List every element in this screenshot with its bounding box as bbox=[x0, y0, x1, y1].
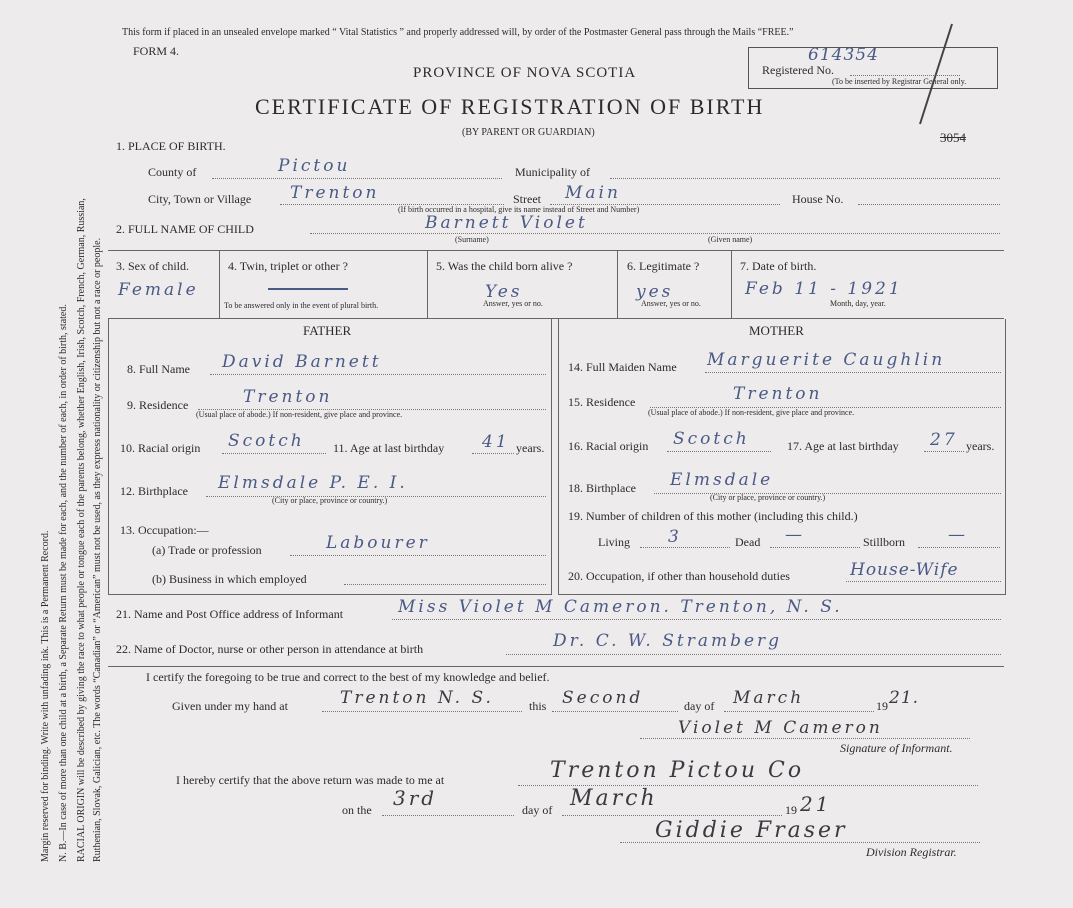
date-of-birth-label: 7. Date of birth. bbox=[740, 259, 817, 273]
county-line bbox=[212, 178, 502, 179]
mother-name-line bbox=[705, 372, 1001, 373]
given-name-note: (Given name) bbox=[708, 235, 753, 244]
house-number-label: House No. bbox=[792, 192, 844, 206]
twin-label: 4. Twin, triplet or other ? bbox=[228, 259, 348, 273]
mother-age-label: 17. Age at last birthday bbox=[787, 439, 899, 453]
father-occupation-label: 13. Occupation:— bbox=[120, 523, 209, 537]
margin-racial-text: RACIAL ORIGIN will be described by giving the race to what people or tongue each of the parents belong, whether English, Irish, Scotch, French, German, Russian, bbox=[76, 198, 87, 862]
father-birthplace-label: 12. Birthplace bbox=[120, 484, 188, 498]
mother-racial-line bbox=[667, 451, 771, 452]
reg-year-value: 21 bbox=[800, 792, 832, 816]
row-divider-1 bbox=[219, 250, 220, 318]
informant-signature-line bbox=[640, 738, 970, 739]
given-month-line bbox=[724, 711, 874, 712]
father-age-label: 11. Age at last birthday bbox=[333, 441, 445, 455]
alive-note: Answer, yes or no. bbox=[483, 299, 543, 308]
given-day-line bbox=[552, 711, 678, 712]
province-heading: PROVINCE OF NOVA SCOTIA bbox=[413, 65, 637, 81]
dead-label: Dead bbox=[735, 535, 761, 549]
father-birthplace-note: (City or place, province or country.) bbox=[272, 496, 388, 505]
legitimate-label: 6. Legitimate ? bbox=[627, 259, 700, 273]
child-name-value: Barnett Violet bbox=[425, 213, 588, 233]
street-label: Street bbox=[513, 192, 541, 206]
reg-year-prefix: 19 bbox=[785, 803, 797, 817]
mother-birthplace-label: 18. Birthplace bbox=[568, 481, 636, 495]
city-label: City, Town or Village bbox=[148, 192, 252, 206]
given-year-value: 21. bbox=[889, 688, 920, 708]
father-age-value: 41 bbox=[482, 432, 510, 452]
father-age-line bbox=[472, 453, 514, 454]
father-residence-label: 9. Residence bbox=[127, 398, 189, 412]
county-value: Pictou bbox=[278, 156, 351, 176]
hospital-note: (If birth occurred in a hospital, give its name instead of Street and Number) bbox=[398, 205, 640, 214]
margin-nb-text: N. B.—In case of more than one child at a birth, a Separate Return must be made for each, and the number of each, in order of birth, stated. bbox=[58, 304, 69, 862]
row-divider-3 bbox=[617, 250, 618, 318]
mother-racial-label: 16. Racial origin bbox=[568, 439, 649, 453]
certificate-subtitle: (BY PARENT OR GUARDIAN) bbox=[462, 127, 595, 138]
mother-birthplace-note: (City or place, province or country.) bbox=[710, 493, 826, 502]
alive-label: 5. Was the child born alive ? bbox=[436, 259, 573, 273]
registrar-signature-line bbox=[620, 842, 980, 843]
stillborn-line bbox=[918, 547, 1000, 548]
house-number-line bbox=[858, 204, 1000, 205]
on-the-label: on the bbox=[342, 803, 372, 817]
mother-birthplace-line bbox=[654, 493, 1001, 494]
alive-value: Yes bbox=[485, 282, 523, 302]
registrar-signature: Giddie Fraser bbox=[655, 818, 848, 843]
doctor-line bbox=[506, 654, 1001, 655]
mother-occupation-value: House-Wife bbox=[850, 560, 959, 580]
mother-heading: MOTHER bbox=[749, 323, 804, 338]
dead-value: — bbox=[785, 525, 805, 545]
father-residence-value: Trenton bbox=[243, 387, 333, 407]
father-birthplace-value: Elmsdale P. E. I. bbox=[218, 473, 408, 493]
place-of-birth-label: 1. PLACE OF BIRTH. bbox=[116, 139, 226, 153]
reg-day-value: 3rd bbox=[393, 786, 438, 810]
mother-age-value: 27 bbox=[930, 430, 958, 450]
mother-occupation-line bbox=[846, 581, 1001, 582]
mother-racial-value: Scotch bbox=[673, 429, 750, 449]
mother-name-label: 14. Full Maiden Name bbox=[568, 360, 677, 374]
row-divider-2 bbox=[427, 250, 428, 318]
father-racial-line bbox=[222, 453, 326, 454]
informant-line bbox=[392, 619, 1001, 620]
postal-note: This form if placed in an unsealed envelope marked “ Vital Statistics ” and properly addressed will, by order of the Postmaster General pass through the Mails “FREE.” bbox=[122, 27, 794, 38]
given-day-value: Second bbox=[562, 688, 644, 708]
stillborn-value: — bbox=[948, 525, 968, 545]
mother-birthplace-value: Elmsdale bbox=[670, 470, 774, 490]
mother-years-label: years. bbox=[966, 439, 995, 453]
informant-signature: Violet M Cameron bbox=[678, 718, 883, 738]
child-name-line bbox=[310, 233, 1000, 234]
father-name-label: 8. Full Name bbox=[127, 362, 190, 376]
informant-label: 21. Name and Post Office address of Informant bbox=[116, 607, 344, 621]
father-name-line bbox=[210, 374, 546, 375]
father-name-value: David Barnett bbox=[222, 352, 382, 372]
given-year-prefix: 19 bbox=[876, 699, 888, 713]
this-label: this bbox=[529, 699, 547, 713]
dead-line bbox=[770, 547, 860, 548]
father-years-label: years. bbox=[516, 441, 545, 455]
business-label: (b) Business in which employed bbox=[152, 572, 307, 586]
date-of-birth-value: Feb 11 - 1921 bbox=[745, 279, 903, 299]
doctor-value: Dr. C. W. Stramberg bbox=[553, 631, 783, 651]
sex-label: 3. Sex of child. bbox=[116, 259, 189, 273]
father-heading: FATHER bbox=[303, 323, 352, 338]
mother-residence-value: Trenton bbox=[733, 384, 823, 404]
trade-value: Labourer bbox=[326, 533, 430, 553]
given-place-line bbox=[322, 711, 522, 712]
sex-value: Female bbox=[118, 280, 199, 300]
mother-residence-label: 15. Residence bbox=[568, 395, 636, 409]
father-residence-note: (Usual place of abode.) If non-resident, give place and province. bbox=[196, 410, 403, 419]
registered-number-value: 614354 bbox=[808, 45, 879, 65]
reg-day-of-label: day of bbox=[522, 803, 553, 817]
legitimate-value: yes bbox=[636, 282, 674, 302]
certify-statement: I certify the foregoing to be true and correct to the best of my knowledge and belief. bbox=[146, 670, 550, 684]
municipality-label: Municipality of bbox=[515, 165, 590, 179]
trade-line bbox=[290, 555, 546, 556]
date-of-birth-note: Month, day, year. bbox=[830, 299, 886, 308]
row-top-rule bbox=[108, 250, 1004, 251]
living-line bbox=[640, 547, 730, 548]
doctor-label: 22. Name of Doctor, nurse or other person in attendance at birth bbox=[116, 642, 424, 656]
reg-month-value: March bbox=[570, 786, 658, 811]
twin-note: To be answered only in the event of plural birth. bbox=[224, 301, 379, 310]
informant-value: Miss Violet M Cameron. Trenton, N. S. bbox=[398, 597, 843, 617]
registered-number-note: (To be inserted by Registrar General only. bbox=[832, 77, 967, 86]
county-label: County of bbox=[148, 165, 197, 179]
division-registrar-label: Division Registrar. bbox=[866, 845, 957, 859]
stillborn-label: Stillborn bbox=[863, 535, 906, 549]
form-number: FORM 4. bbox=[133, 44, 180, 58]
margin-binding-text: Margin reserved for binding. Write with unfading ink. This is a Permanent Record. bbox=[40, 530, 51, 862]
registrar-pen-stroke bbox=[900, 20, 960, 130]
living-value: 3 bbox=[668, 527, 682, 547]
mother-age-line bbox=[924, 451, 964, 452]
reg-day-line bbox=[382, 815, 514, 816]
municipality-line bbox=[610, 178, 1000, 179]
business-line bbox=[344, 584, 546, 585]
signature-of-informant-label: Signature of Informant. bbox=[840, 741, 953, 755]
certification-rule bbox=[108, 666, 1004, 667]
mother-occupation-label: 20. Occupation, if other than household duties bbox=[568, 569, 790, 583]
struck-number: 3054 bbox=[940, 130, 966, 145]
trade-label: (a) Trade or profession bbox=[152, 543, 262, 557]
given-place-value: Trenton N. S. bbox=[340, 688, 494, 708]
certificate-title: CERTIFICATE OF REGISTRATION OF BIRTH bbox=[255, 94, 765, 119]
margin-racial-text-2: Ruthenian, Slovak, Galician, etc. The words “Canadian” or “American” must not be used, as they express nationality or citizenship but not a race or people. bbox=[92, 237, 103, 862]
city-value: Trenton bbox=[290, 183, 380, 203]
street-value: Main bbox=[565, 183, 621, 203]
registrar-certify-statement: I hereby certify that the above return was made to me at bbox=[176, 773, 445, 787]
twin-dash bbox=[268, 288, 348, 290]
child-name-label: 2. FULL NAME OF CHILD bbox=[116, 222, 254, 236]
children-count-label: 19. Number of children of this mother (including this child.) bbox=[568, 509, 858, 523]
father-racial-label: 10. Racial origin bbox=[120, 441, 201, 455]
registrar-place-value: Trenton Pictou Co bbox=[550, 758, 805, 783]
given-month-value: March bbox=[733, 688, 805, 708]
living-label: Living bbox=[598, 535, 630, 549]
given-under-label: Given under my hand at bbox=[172, 699, 288, 713]
row-divider-4 bbox=[731, 250, 732, 318]
mother-name-value: Marguerite Caughlin bbox=[707, 350, 946, 370]
reg-month-line bbox=[562, 815, 782, 816]
registered-number-label: Registered No. bbox=[762, 63, 834, 77]
mother-residence-note: (Usual place of abode.) If non-resident, give place and province. bbox=[648, 408, 855, 417]
legitimate-note: Answer, yes or no. bbox=[641, 299, 701, 308]
father-racial-value: Scotch bbox=[228, 431, 305, 451]
day-of-label: day of bbox=[684, 699, 715, 713]
surname-note: (Surname) bbox=[455, 235, 489, 244]
